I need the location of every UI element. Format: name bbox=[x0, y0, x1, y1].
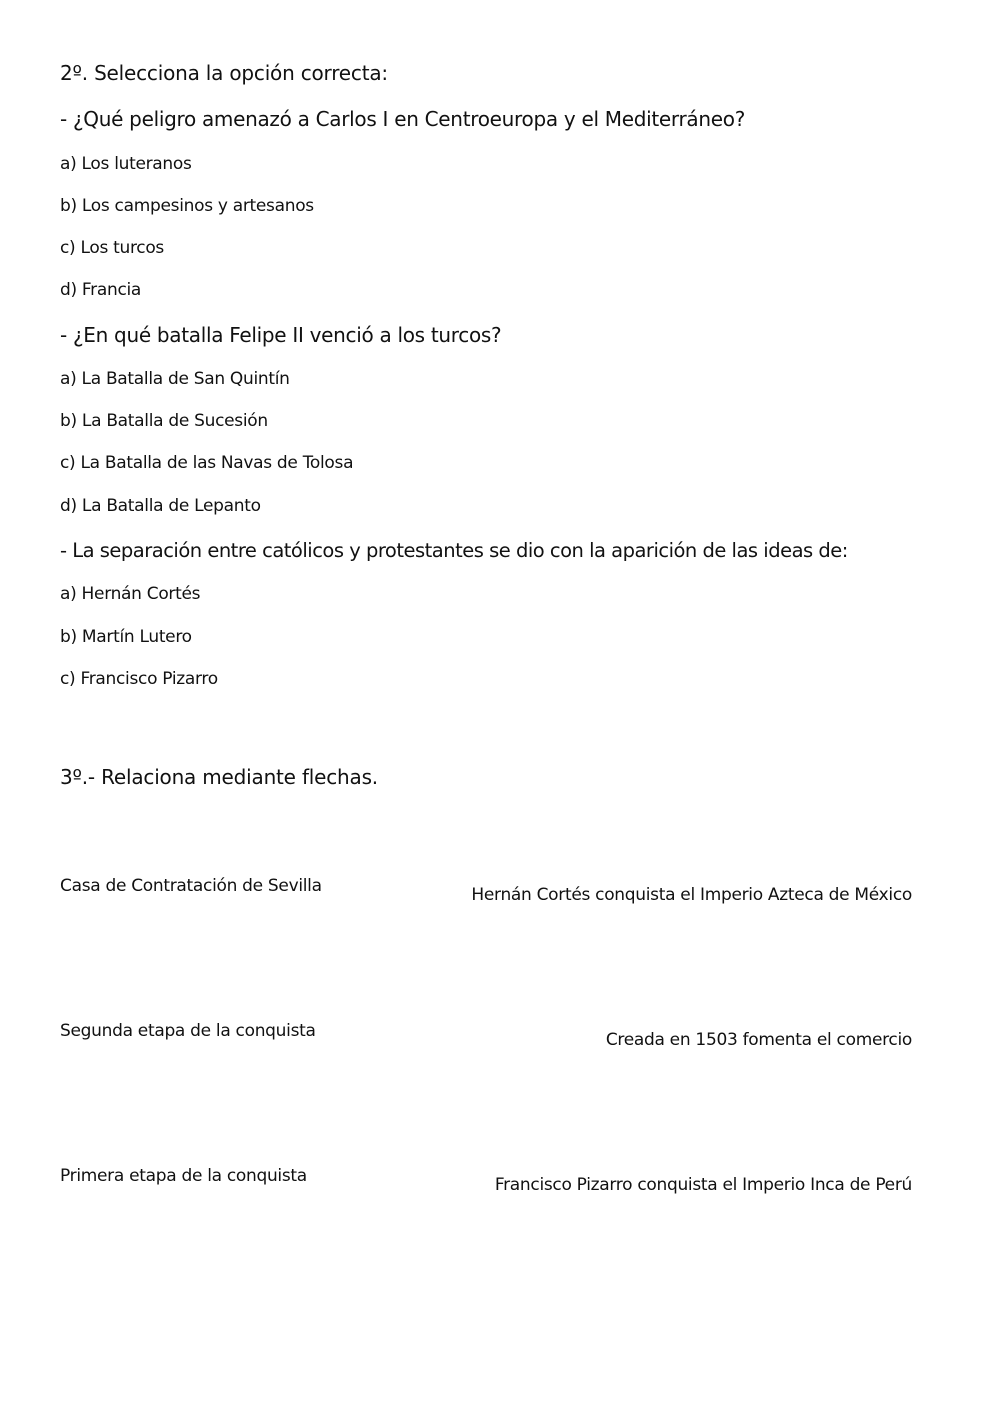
match-left-item-3[interactable]: Primera etapa de la conquista bbox=[60, 1166, 307, 1186]
question-2: - ¿En qué batalla Felipe II venció a los turcos? bbox=[60, 323, 502, 347]
question-2-option-a[interactable]: a) La Batalla de San Quintín bbox=[60, 369, 290, 389]
question-1-option-b[interactable]: b) Los campesinos y artesanos bbox=[60, 196, 314, 216]
question-3: - La separación entre católicos y protestantes se dio con la aparición de las ideas de: bbox=[60, 539, 848, 562]
question-1-option-c[interactable]: c) Los turcos bbox=[60, 238, 164, 258]
question-3-option-b[interactable]: b) Martín Lutero bbox=[60, 627, 192, 647]
match-right-item-1[interactable]: Hernán Cortés conquista el Imperio Azteca de México bbox=[471, 885, 912, 905]
question-1-option-a[interactable]: a) Los luteranos bbox=[60, 154, 192, 174]
question-1-option-d[interactable]: d) Francia bbox=[60, 280, 142, 300]
question-2-option-d[interactable]: d) La Batalla de Lepanto bbox=[60, 496, 261, 516]
match-right-item-2[interactable]: Creada en 1503 fomenta el comercio bbox=[605, 1030, 912, 1050]
match-left-item-1[interactable]: Casa de Contratación de Sevilla bbox=[60, 876, 322, 896]
match-right-item-3[interactable]: Francisco Pizarro conquista el Imperio Inca de Perú bbox=[494, 1175, 912, 1195]
section3-title: 3º.- Relaciona mediante flechas. bbox=[60, 765, 378, 789]
question-3-option-a[interactable]: a) Hernán Cortés bbox=[60, 584, 201, 604]
question-3-option-c[interactable]: c) Francisco Pizarro bbox=[60, 669, 218, 689]
match-left-item-2[interactable]: Segunda etapa de la conquista bbox=[60, 1021, 316, 1041]
question-1: - ¿Qué peligro amenazó a Carlos I en Centroeuropa y el Mediterráneo? bbox=[60, 107, 746, 131]
section2-title: 2º. Selecciona la opción correcta: bbox=[60, 61, 388, 85]
question-2-option-c[interactable]: c) La Batalla de las Navas de Tolosa bbox=[60, 453, 354, 473]
question-2-option-b[interactable]: b) La Batalla de Sucesión bbox=[60, 411, 268, 431]
